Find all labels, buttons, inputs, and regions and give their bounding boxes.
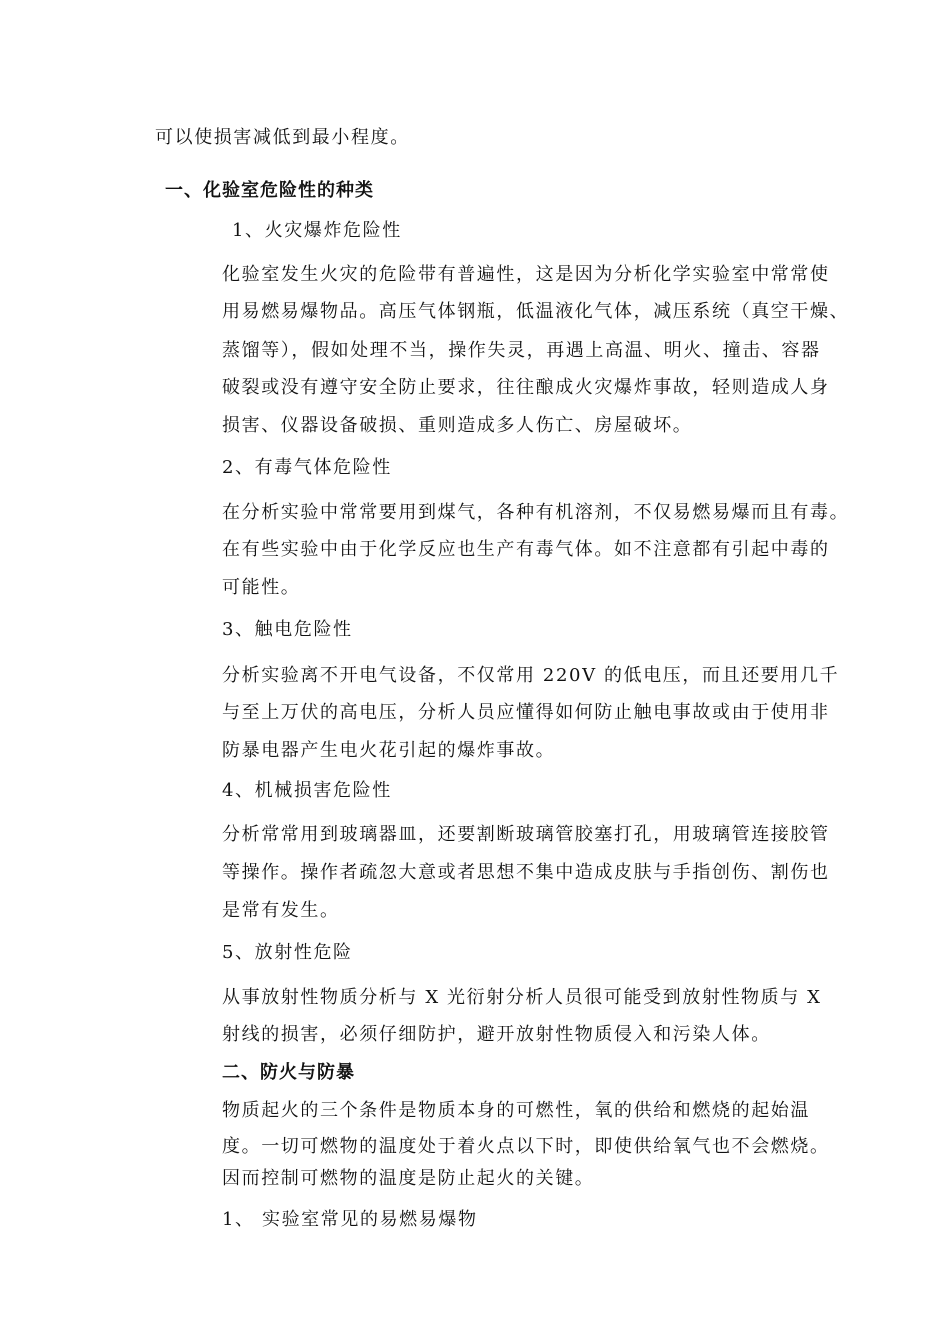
subheading-electric-shock: 3、触电危险性	[222, 619, 353, 640]
subheading-toxic-gas: 2、有毒气体危险性	[222, 457, 392, 478]
subheading-mechanical-injury: 4、机械损害危险性	[222, 780, 392, 801]
subheading-common-flammables: 1、 实验室常见的易燃易爆物	[222, 1209, 478, 1230]
paragraph-line: 用易燃易爆物品。高压气体钢瓶，低温液化气体，减压系统（真空干燥、	[222, 301, 850, 322]
paragraph-line: 可能性。	[222, 577, 301, 598]
paragraph-line: 分析常常用到玻璃器皿，还要割断玻璃管胶塞打孔，用玻璃管连接胶管	[222, 824, 830, 845]
paragraph-line: 从事放射性物质分析与 X 光衍射分析人员很可能受到放射性物质与 X	[222, 987, 822, 1008]
paragraph-line: 在有些实验中由于化学反应也生产有毒气体。如不注意都有引起中毒的	[222, 539, 830, 560]
paragraph-line: 在分析实验中常常要用到煤气，各种有机溶剂，不仅易燃易爆而且有毒。	[222, 502, 850, 523]
paragraph-line: 分析实验离不开电气设备，不仅常用 220V 的低电压，而且还要用几千	[222, 665, 840, 686]
paragraph-line: 射线的损害，必须仔细防护，避开放射性物质侵入和污染人体。	[222, 1024, 771, 1045]
subheading-radiation: 5、放射性危险	[222, 942, 353, 963]
subheading-fire-explosion: 1、火灾爆炸危险性	[232, 220, 402, 241]
paragraph-line: 蒸馏等），假如处理不当，操作失灵，再遇上高温、明火、撞击、容器	[222, 340, 821, 361]
section-heading-hazard-types: 一、化验室危险性的种类	[165, 180, 374, 201]
paragraph-line: 防暴电器产生电火花引起的爆炸事故。	[222, 740, 556, 761]
paragraph-line: 物质起火的三个条件是物质本身的可燃性，氧的供给和燃烧的起始温	[222, 1100, 810, 1121]
section-heading-fire-prevention: 二、防火与防暴	[222, 1062, 355, 1083]
paragraph-line: 损害、仪器设备破损、重则造成多人伤亡、房屋破坏。	[222, 415, 693, 436]
paragraph-line: 破裂或没有遵守安全防止要求，往往酿成火灾爆炸事故，轻则造成人身	[222, 377, 830, 398]
paragraph-line: 与至上万伏的高电压，分析人员应懂得如何防止触电事故或由于使用非	[222, 702, 830, 723]
paragraph-line: 因而控制可燃物的温度是防止起火的关键。	[222, 1168, 595, 1189]
paragraph-line: 等操作。操作者疏忽大意或者思想不集中造成皮肤与手指创伤、割伤也	[222, 862, 830, 883]
paragraph-line: 是常有发生。	[222, 900, 340, 921]
continued-text-line: 可以使损害减低到最小程度。	[155, 127, 410, 148]
paragraph-line: 化验室发生火灾的危险带有普遍性，这是因为分析化学实验室中常常使	[222, 264, 830, 285]
paragraph-line: 度。一切可燃物的温度处于着火点以下时，即使供给氧气也不会燃烧。	[222, 1136, 830, 1157]
